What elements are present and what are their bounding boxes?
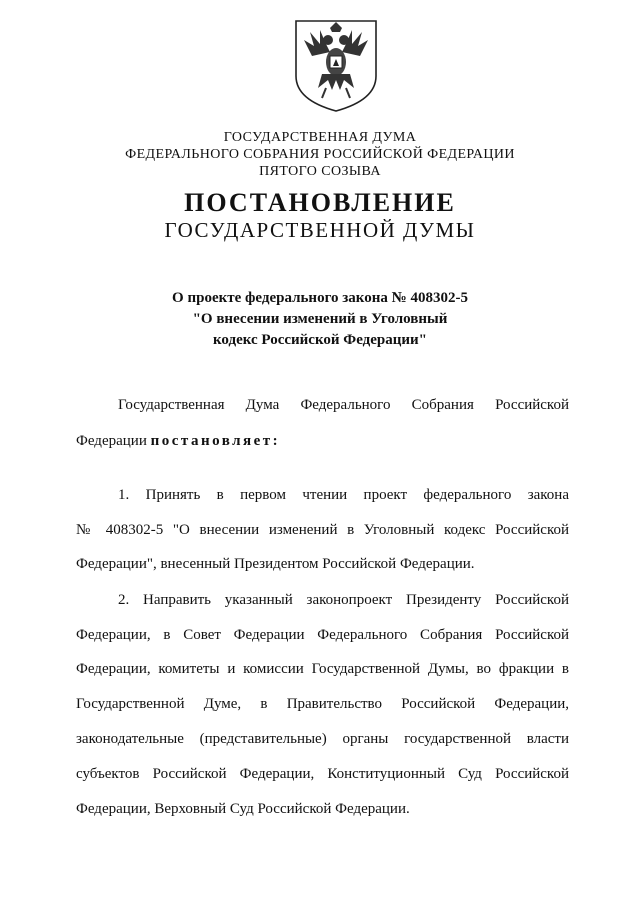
resolves-word: постановляет:: [150, 433, 281, 449]
item1-line-2: № 408302-5 "О внесении изменений в Уголовный кодекс Российской: [76, 522, 569, 538]
item2-line-5: законодательные (представительные) органы государственной власти: [76, 731, 569, 747]
item2-line-4: Государственной Думе, в Правительство Российской Федерации,: [76, 696, 569, 712]
item2-line-7: Федерации, Верховный Суд Российской Федерации.: [76, 801, 410, 817]
preamble-text: Федерации: [76, 433, 151, 449]
document-subtitle: ГОСУДАРСТВЕННОЙ ДУМЫ: [164, 218, 476, 242]
item2-line-2: Федерации, в Совет Федерации Федерального Собрания Российской: [76, 627, 569, 643]
item1-line-1: 1. Принять в первом чтении проект федерального закона: [118, 487, 569, 503]
item2-line-1: 2. Направить указанный законопроект Президенту Российской: [118, 592, 569, 608]
item2-line-6: субъектов Российской Федерации, Конституционный Суд Российской: [76, 766, 569, 782]
header-line-2: ФЕДЕРАЛЬНОГО СОБРАНИЯ РОССИЙСКОЙ ФЕДЕРАЦИИ: [125, 147, 515, 162]
item1-line-3: Федерации", внесенный Президентом Российской Федерации.: [76, 556, 475, 572]
document-title: ПОСТАНОВЛЕНИЕ: [184, 188, 456, 217]
header-line-3: ПЯТОГО СОЗЫВА: [259, 164, 381, 179]
subject-line-2: "О внесении изменений в Уголовный: [192, 311, 448, 327]
state-emblem-icon: [292, 18, 380, 114]
preamble-line-2: [76, 433, 280, 450]
preamble-line-1: Государственная Дума Федерального Собрания Российской: [118, 397, 569, 413]
item2-line-3: Федерации, комитеты и комиссии Государственной Думы, во фракции в: [76, 661, 569, 677]
subject-line-3: кодекс Российской Федерации": [212, 332, 427, 348]
header-line-1: ГОСУДАРСТВЕННАЯ ДУМА: [223, 130, 417, 145]
subject-line-1: О проекте федерального закона № 408302-5: [172, 290, 468, 306]
